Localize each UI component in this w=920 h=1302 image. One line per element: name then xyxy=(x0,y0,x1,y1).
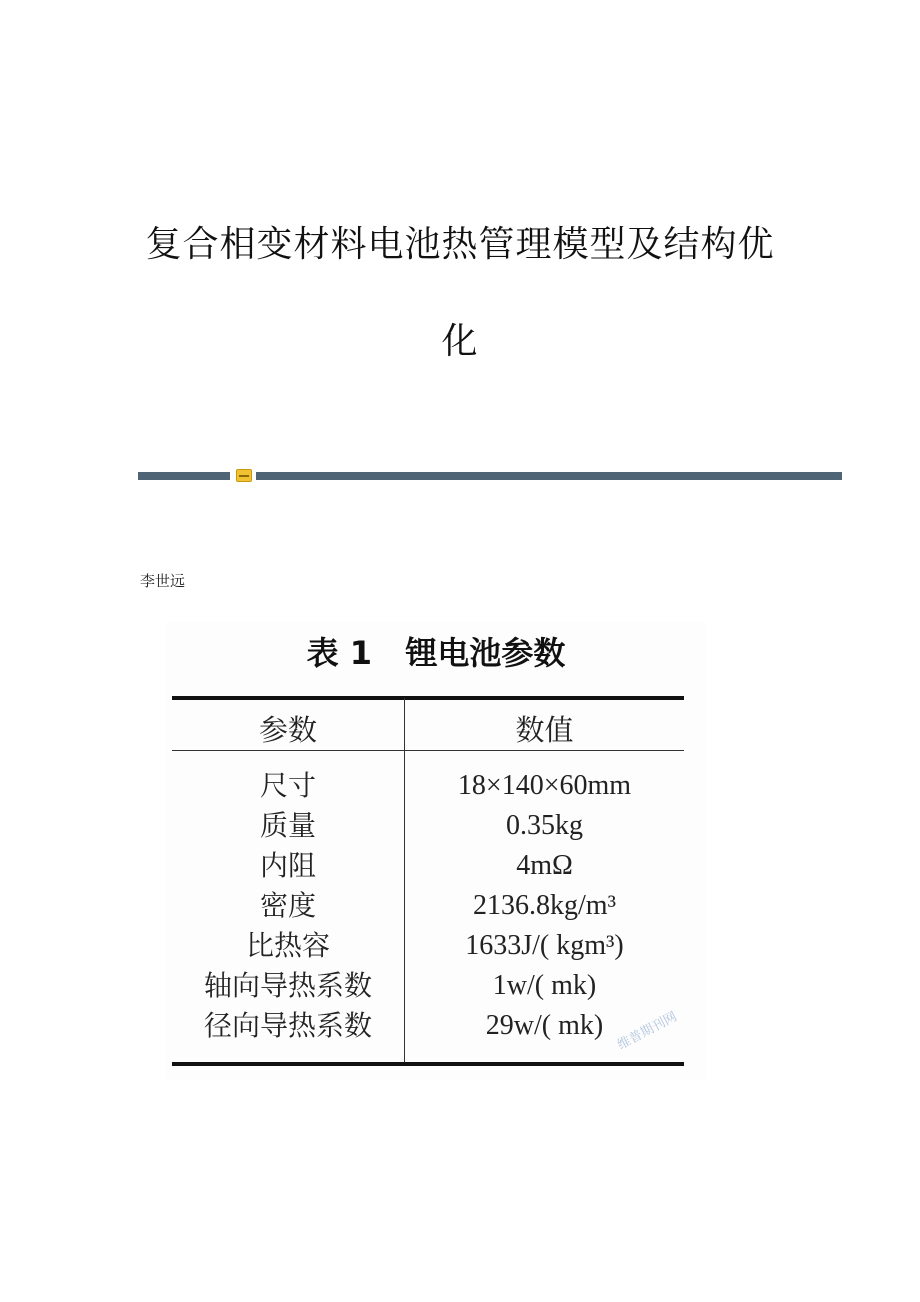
table-row xyxy=(172,926,684,966)
document-title-line-1: 复合相变材料电池热管理模型及结构优 xyxy=(145,224,775,265)
author-name: 李世远 xyxy=(140,572,186,590)
table-row xyxy=(172,766,684,806)
table-row xyxy=(172,846,684,886)
table-row xyxy=(172,966,684,1006)
table-cell-value: 1633J/( kgm³) xyxy=(465,930,624,961)
table-cell-value: 2136.8kg/m³ xyxy=(473,890,616,921)
table-row xyxy=(172,806,684,846)
table-cell-parameter: 内阻 xyxy=(259,849,316,882)
table-cell-parameter: 密度 xyxy=(259,889,316,922)
table-cell-parameter: 质量 xyxy=(259,809,316,842)
table-top-rule xyxy=(172,696,684,700)
table-row xyxy=(172,886,684,926)
table-cell-parameter: 尺寸 xyxy=(259,769,316,802)
table-cell-value: 0.35kg xyxy=(506,810,583,841)
table-cell-parameter: 轴向导热系数 xyxy=(203,969,372,1002)
table-caption: 表 1 锂电池参数 xyxy=(306,634,566,672)
watermark-text: 维普期刊网 xyxy=(615,1009,680,1054)
table-cell-value: 1w/( mk) xyxy=(492,970,597,1001)
document-title-line-2: 化 xyxy=(441,321,479,362)
table-header-rule xyxy=(172,750,684,751)
table-cell-value: 18×140×60mm xyxy=(457,770,632,801)
divider-bar-right xyxy=(256,472,842,480)
table-header-value: 数值 xyxy=(515,713,574,747)
table-cell-parameter: 比热容 xyxy=(245,929,330,962)
cropped-text-fragment xyxy=(246,1074,506,1080)
table-cell-value: 4mΩ xyxy=(516,850,573,881)
table-header-parameter: 参数 xyxy=(258,713,317,747)
divider-ornament-icon xyxy=(236,469,252,482)
table-bottom-rule xyxy=(172,1062,684,1066)
divider-bar-left xyxy=(138,472,230,480)
table-cell-parameter: 径向导热系数 xyxy=(203,1009,372,1042)
table-cell-value: 29w/( mk) xyxy=(485,1010,604,1041)
battery-parameter-table-image xyxy=(166,622,706,1080)
table-row xyxy=(172,1006,684,1046)
